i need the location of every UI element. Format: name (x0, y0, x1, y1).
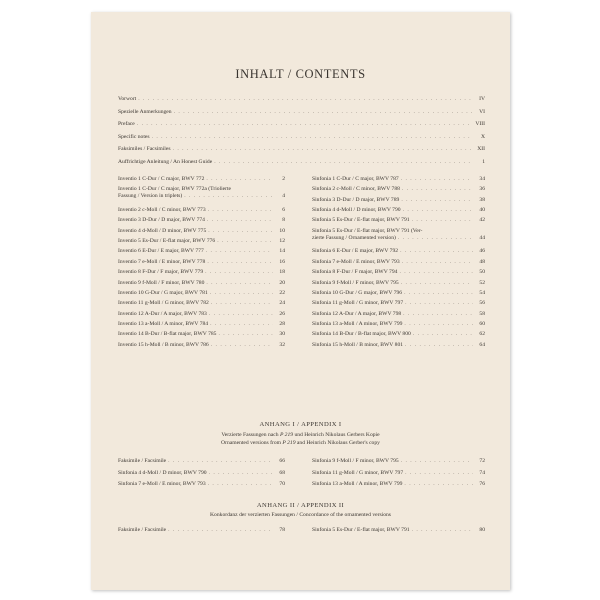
leader-dots (208, 481, 273, 488)
toc-entry-label: Sinfonia 10 G-Dur / G major, BWV 796 (312, 289, 403, 296)
toc-entry-label: Inventio 11 g-Moll / G minor, BWV 782 (118, 300, 209, 307)
toc-entry-label: Inventio 8 F-Dur / F major, BWV 779 (118, 269, 204, 276)
toc-entry-page: 8 (282, 217, 285, 224)
toc-entry-page: 52 (479, 279, 485, 286)
leader-dots (205, 269, 273, 276)
toc-entry (118, 269, 285, 276)
toc-entry-page: VIII (475, 121, 485, 128)
toc-entry-label: Sinfonia 4 d-Moll / D minor, BWV 790 (312, 207, 401, 214)
toc-entry-page: 34 (479, 176, 485, 182)
toc-entry-page: VI (479, 108, 485, 115)
leader-dots (402, 259, 473, 266)
leader-dots (137, 121, 473, 128)
toc-entry (118, 280, 285, 287)
toc-entry (312, 248, 485, 255)
toc-entry (118, 238, 285, 245)
toc-entry-label: Sinfonia 11 g-Moll / G minor, BWV 797 (312, 469, 404, 476)
toc-entry-page: X (480, 133, 485, 140)
toc-entry-page: 48 (479, 258, 485, 265)
toc-entry-label: Inventio 6 E-Dur / E major, BWV 777 (118, 248, 204, 255)
toc-entry (312, 197, 485, 204)
toc-entry-label: Sinfonia 4 d-Moll / D minor, BWV 790 (118, 469, 207, 476)
toc-entry-page: 80 (479, 527, 485, 533)
leader-dots (403, 207, 473, 214)
leader-dots (404, 321, 473, 328)
toc-entry-page: 46 (479, 248, 485, 255)
toc-entry-label: Sinfonia 5 Es-Dur / E-flat major, BWV 791 (312, 217, 410, 224)
toc-entry-label-cont: Fassung / Version in triplets) (118, 193, 183, 200)
leader-dots (403, 311, 473, 318)
toc-entry (312, 217, 485, 224)
leader-dots (206, 176, 273, 183)
toc-entry-label-cont: zierte Fassung / Ornamented version) (312, 234, 396, 241)
leader-dots (404, 290, 473, 297)
toc-entry-page: 1 (482, 159, 485, 165)
toc-entry-page: 40 (479, 207, 485, 214)
toc-entry-label: Faksimile / Facsimile (118, 527, 167, 533)
leader-dots (401, 176, 473, 183)
toc-entry-page: 16 (279, 258, 285, 265)
toc-entry-label: Inventio 12 A-Dur / A major, BWV 783 (118, 310, 207, 317)
toc-entry-page: 28 (279, 320, 285, 327)
toc-entry (312, 470, 485, 477)
toc-entry (118, 470, 285, 477)
toc-entry (118, 134, 485, 141)
leader-dots (138, 96, 473, 103)
toc-entry-label: Sinfonia 9 f-Moll / F minor, BWV 795 (312, 458, 399, 464)
toc-entry-page: 24 (279, 300, 285, 307)
leader-dots (206, 280, 273, 287)
leader-dots (207, 259, 273, 266)
toc-entry (118, 109, 485, 116)
toc-entry (118, 481, 285, 488)
leader-dots (168, 458, 273, 465)
toc-entry (118, 207, 285, 214)
toc-entry-page: 72 (479, 458, 485, 464)
toc-entry-label: Sinfonia 15 h-Moll / B minor, BWV 801 (312, 341, 404, 348)
toc-entry (312, 527, 485, 534)
toc-entry-page: 54 (479, 289, 485, 296)
toc-entry (118, 259, 285, 266)
toc-entry (312, 300, 485, 307)
toc-entry-page: 18 (279, 269, 285, 276)
toc-entry-page: 76 (479, 481, 485, 487)
leader-dots (399, 269, 473, 276)
appendix2-subtitle: Konkordanz der verzierten Fassungen / Concordance of the ornamented versions (210, 512, 391, 518)
toc-entry-label: Sinfonia 1 C-Dur / C major, BWV 787 (312, 176, 399, 182)
leader-dots (209, 311, 273, 318)
toc-entry-page: 66 (279, 458, 285, 464)
toc-entry (312, 481, 485, 488)
leader-dots (152, 134, 473, 141)
leader-dots (211, 300, 273, 307)
book-page (91, 12, 510, 590)
toc-entry-page: 30 (279, 331, 285, 338)
toc-entry-label: Specific notes (118, 133, 150, 140)
leader-dots (174, 109, 473, 116)
leader-dots (412, 217, 473, 224)
toc-entry (312, 259, 485, 266)
leader-dots (218, 331, 273, 338)
toc-entry (118, 321, 285, 328)
toc-entry (118, 458, 285, 465)
leader-dots (210, 321, 273, 328)
toc-entry-page: 10 (279, 227, 285, 234)
leader-dots (400, 248, 473, 255)
toc-entry (312, 280, 485, 287)
toc-entry-label: Sinfonia 2 c-Moll / C minor, BWV 788 (312, 186, 400, 193)
leader-dots (401, 280, 473, 287)
toc-entry (312, 311, 485, 318)
toc-entry (118, 146, 485, 153)
toc-entry-label: Inventio 2 c-Moll / C minor, BWV 773 (118, 207, 206, 214)
leader-dots (168, 527, 273, 534)
toc-entry-page: 44 (479, 234, 485, 241)
toc-entry (312, 186, 485, 193)
leader-dots (405, 470, 473, 477)
toc-entry-page: 32 (279, 341, 285, 348)
toc-entry (312, 207, 485, 214)
toc-entry-label: Spezielle Anmerkungen (118, 108, 172, 115)
leader-dots (210, 290, 273, 297)
toc-entry-page: 74 (479, 469, 485, 476)
toc-entry-label: Inventio 10 G-Dur / G major, BWV 781 (118, 289, 208, 296)
toc-entry-page: 78 (279, 527, 285, 533)
toc-entry-label: Preface (118, 121, 135, 128)
toc-entry (312, 290, 485, 297)
toc-entry-page: 50 (479, 269, 485, 276)
toc-entry-page: 14 (279, 248, 285, 255)
leader-dots (184, 193, 273, 200)
toc-entry-page: 42 (479, 217, 485, 224)
leader-dots (402, 186, 473, 193)
toc-entry-label: Inventio 14 B-Dur / B-flat major, BWV 785 (118, 331, 217, 338)
leader-dots (401, 458, 473, 465)
toc-entry-page: 56 (479, 300, 485, 307)
toc-entry (118, 96, 485, 103)
toc-entry-label: Sinfonia 3 D-Dur / D major, BWV 789 (312, 196, 400, 203)
toc-entry-page: 4 (282, 193, 285, 200)
toc-entry-page: 64 (479, 341, 485, 348)
toc-entry (118, 186, 285, 200)
toc-entry-label: Inventio 1 C-Dur / C major, BWV 772 (118, 176, 205, 182)
leader-dots (405, 342, 473, 349)
toc-entry-label: Vorwort (118, 96, 137, 102)
toc-entry-label: Sinfonia 12 A-Dur / A major, BWV 798 (312, 310, 402, 317)
toc-entry-page: 60 (479, 320, 485, 327)
toc-entry-label: Auffrichtige Anleitung / An Honest Guide (118, 159, 213, 165)
toc-entry-label: Sinfonia 9 f-Moll / F minor, BWV 795 (312, 279, 399, 286)
appendix1-heading: ANHANG I / APPENDIX I (259, 421, 342, 428)
toc-entry-page: 58 (479, 310, 485, 317)
toc-entry-label: Sinfonia 7 e-Moll / E minor, BWV 793 (118, 481, 206, 487)
toc-entry-label: Inventio 3 D-Dur / D major, BWV 774 (118, 217, 205, 224)
leader-dots (173, 146, 473, 153)
toc-entry (118, 159, 485, 166)
toc-entry-page: 36 (479, 186, 485, 193)
toc-entry-label: Inventio 4 d-Moll / D minor, BWV 775 (118, 227, 207, 234)
toc-entry-page: 12 (279, 238, 285, 245)
appendix2-heading: ANHANG II / APPENDIX II (256, 502, 345, 509)
toc-entry-page: XII (477, 146, 485, 153)
page-title: INHALT / CONTENTS (235, 67, 366, 81)
toc-entry-label: Sinfonia 6 E-Dur / E major, BWV 792 (312, 248, 399, 255)
toc-entry (312, 458, 485, 465)
toc-entry-page: 38 (479, 196, 485, 203)
toc-entry (118, 176, 285, 183)
toc-entry-label: Sinfonia 13 a-Moll / A minor, BWV 799 (312, 320, 403, 327)
leader-dots (208, 228, 273, 235)
toc-entry (118, 300, 285, 307)
toc-entry-label: Sinfonia 5 Es-Dur / E-flat major, BWV 791 (312, 527, 410, 533)
toc-entry-label: Inventio 7 e-Moll / E minor, BWV 778 (118, 258, 206, 265)
toc-entry-label: Sinfonia 7 e-Moll / E minor, BWV 793 (312, 258, 400, 265)
leader-dots (214, 159, 473, 166)
toc-entry (118, 248, 285, 255)
toc-entry (312, 321, 485, 328)
toc-entry (118, 290, 285, 297)
leader-dots (209, 470, 273, 477)
toc-entry (118, 217, 285, 224)
toc-entry (312, 331, 485, 338)
toc-entry-page: 2 (282, 176, 285, 182)
toc-entry-page: IV (479, 96, 485, 102)
toc-entry-label: Sinfonia 11 g-Moll / G minor, BWV 797 (312, 300, 404, 307)
toc-entry (312, 342, 485, 349)
toc-entry-label: Inventio 13 a-Moll / A minor, BWV 784 (118, 320, 209, 327)
toc-entry-page: 70 (279, 481, 285, 487)
leader-dots (413, 331, 473, 338)
toc-entry-label: Faksimiles / Facsimiles (118, 146, 171, 153)
leader-dots (208, 207, 273, 214)
toc-entry-page: 68 (279, 469, 285, 476)
toc-entry-label: Inventio 1 C-Dur / C major, BWV 772a (Triolierte (118, 186, 232, 193)
appendix1-subtitle-de: Verzierte Fassungen nach P 219 und Heinrich Nikolaus Gerbers Kopie (221, 432, 380, 438)
leader-dots (398, 235, 473, 242)
toc-entry-label: Sinfonia 13 a-Moll / A minor, BWV 799 (312, 481, 403, 487)
leader-dots (405, 300, 473, 307)
leader-dots (401, 197, 473, 204)
toc-entry-label: Sinfonia 14 B-Dur / B-flat major, BWV 800 (312, 331, 411, 338)
toc-entry (118, 228, 285, 235)
toc-entry (118, 342, 285, 349)
leader-dots (404, 481, 473, 488)
leader-dots (206, 248, 273, 255)
leader-dots (207, 217, 273, 224)
appendix1-subtitle-en: Ornamented versions from P 219 and Heinrich Nikolaus Gerber's copy (221, 440, 380, 446)
toc-entry-page: 22 (279, 289, 285, 296)
toc-entry (312, 176, 485, 183)
toc-entry-label: Faksimile / Facsimile (118, 458, 167, 464)
toc-entry (118, 331, 285, 338)
toc-entry (118, 527, 285, 534)
toc-entry-label: Sinfonia 8 F-Dur / F major, BWV 794 (312, 269, 398, 276)
toc-entry (312, 269, 485, 276)
leader-dots (211, 342, 273, 349)
leader-dots (412, 527, 473, 534)
toc-entry-page: 6 (282, 207, 285, 214)
toc-entry (118, 311, 285, 318)
toc-entry-label: Inventio 5 Es-Dur / E-flat major, BWV 776 (118, 238, 216, 245)
toc-entry-label: Inventio 9 f-Moll / F minor, BWV 780 (118, 279, 205, 286)
toc-entry (118, 121, 485, 128)
toc-entry-label: Sinfonia 5 Es-Dur / E-flat major, BWV 791 (Ver- (312, 227, 423, 234)
leader-dots (217, 238, 273, 245)
toc-entry (312, 228, 485, 242)
toc-entry-page: 20 (279, 279, 285, 286)
toc-entry-label: Inventio 15 h-Moll / B minor, BWV 786 (118, 341, 209, 348)
toc-entry-page: 26 (279, 310, 285, 317)
toc-entry-page: 62 (479, 331, 485, 338)
